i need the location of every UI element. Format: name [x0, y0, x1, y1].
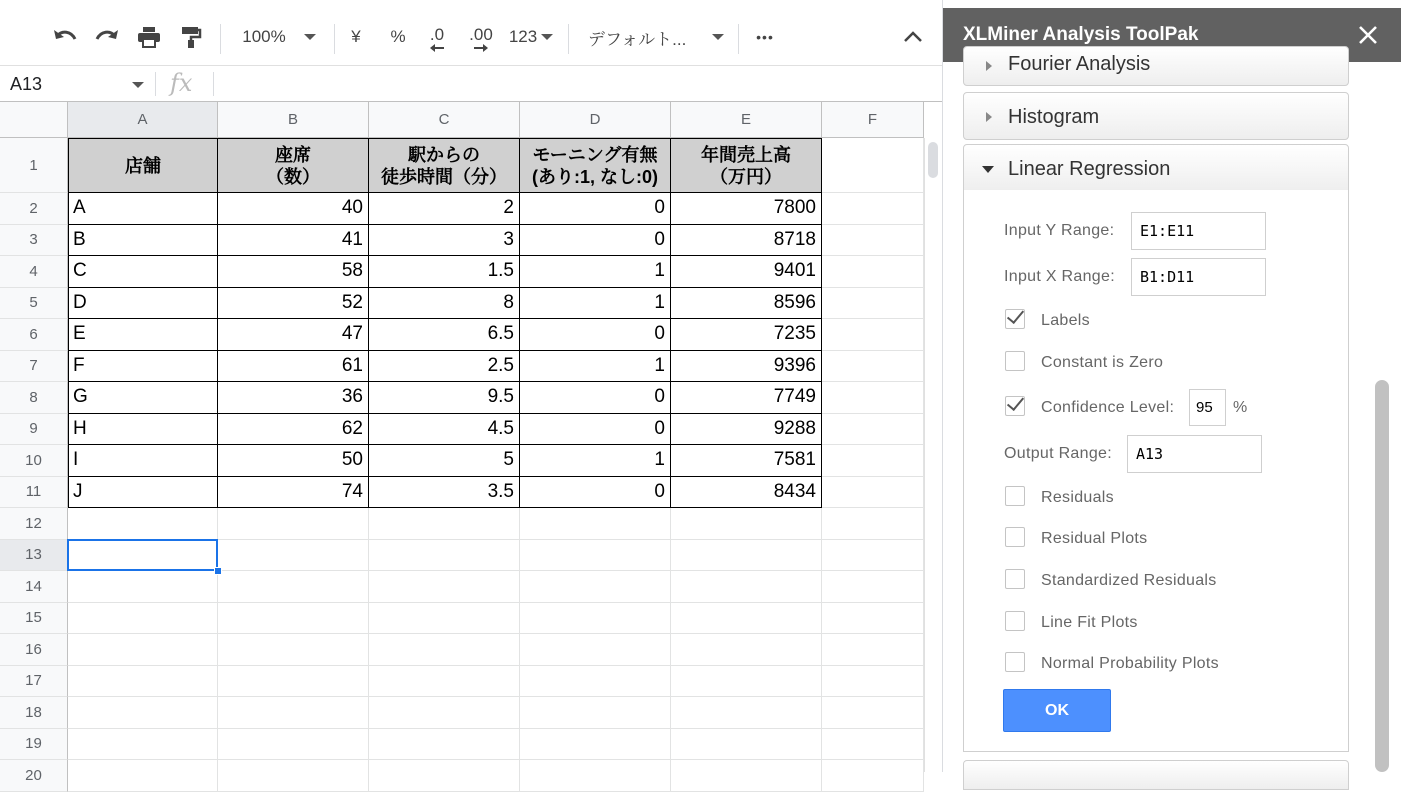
column-header-c[interactable]: C	[369, 102, 520, 138]
undo-icon[interactable]	[48, 8, 82, 66]
table-cell[interactable]: 36	[218, 382, 369, 414]
empty-cell[interactable]	[520, 508, 671, 540]
table-cell[interactable]: 1	[520, 256, 671, 288]
table-cell[interactable]: 4.5	[369, 414, 520, 446]
empty-cell[interactable]	[671, 508, 822, 540]
normal-probability-plots-checkbox[interactable]	[1005, 652, 1025, 672]
table-cell[interactable]: 0	[520, 225, 671, 257]
font-select[interactable]	[588, 8, 694, 66]
table-cell[interactable]: 7800	[671, 193, 822, 225]
input-y-label: Input Y Range:	[1004, 222, 1115, 239]
panel-title: XLMiner Analysis ToolPak	[963, 24, 1199, 45]
input-x-range-field[interactable]: B1:D11	[1131, 258, 1266, 296]
table-cell[interactable]	[822, 477, 924, 509]
table-cell[interactable]	[822, 319, 924, 351]
table-cell[interactable]	[822, 225, 924, 257]
empty-cell[interactable]	[822, 634, 924, 666]
section-label: Linear Regression	[1008, 158, 1171, 180]
empty-cell[interactable]	[218, 634, 369, 666]
table-cell[interactable]: 9.5	[369, 382, 520, 414]
row-header-20[interactable]: 20	[0, 760, 68, 792]
caret-right-icon	[986, 112, 992, 122]
formula-bar	[0, 66, 942, 102]
empty-cell[interactable]	[671, 697, 822, 729]
row-header-2[interactable]: 2	[0, 193, 68, 225]
table-cell[interactable]: 8434	[671, 477, 822, 509]
chevron-down-icon[interactable]	[132, 82, 144, 88]
empty-cell[interactable]	[369, 697, 520, 729]
empty-cell[interactable]	[369, 603, 520, 635]
collapse-toolbar-icon[interactable]	[896, 8, 930, 66]
empty-cell[interactable]	[68, 540, 218, 572]
table-cell[interactable]: 8596	[671, 288, 822, 320]
empty-cell[interactable]	[671, 540, 822, 572]
empty-cell[interactable]	[822, 697, 924, 729]
row-header-15[interactable]: 15	[0, 603, 68, 635]
caret-right-icon	[986, 61, 992, 71]
table-cell[interactable]: H	[68, 414, 218, 446]
labels-label: Labels	[1041, 312, 1090, 329]
table-cell[interactable]: 0	[520, 477, 671, 509]
table-cell[interactable]: F	[68, 351, 218, 383]
standardized-residuals-checkbox[interactable]	[1005, 569, 1025, 589]
table-cell[interactable]	[822, 445, 924, 477]
select-all-corner[interactable]	[0, 102, 68, 138]
empty-cell[interactable]	[218, 603, 369, 635]
table-cell[interactable]: 61	[218, 351, 369, 383]
table-cell[interactable]: 7235	[671, 319, 822, 351]
empty-cell[interactable]	[369, 729, 520, 761]
section-next[interactable]	[963, 760, 1349, 790]
row-header-5[interactable]: 5	[0, 288, 68, 320]
empty-cell[interactable]	[68, 729, 218, 761]
header-cell-e[interactable]: 年間売上高 （万円）	[671, 138, 822, 193]
table-cell[interactable]: 0	[520, 193, 671, 225]
empty-cell[interactable]	[520, 697, 671, 729]
redo-icon[interactable]	[90, 8, 124, 66]
empty-cell[interactable]	[218, 697, 369, 729]
percent-label: %	[390, 27, 406, 46]
caret-down-icon	[982, 166, 994, 173]
empty-cell[interactable]	[671, 603, 822, 635]
table-cell[interactable]: 1	[520, 288, 671, 320]
chevron-down-icon	[541, 34, 553, 40]
section-linear-regression[interactable]	[963, 144, 1349, 192]
constant-zero-checkbox[interactable]	[1005, 351, 1025, 371]
table-cell[interactable]: 0	[520, 414, 671, 446]
confidence-level-field[interactable]: 95	[1189, 389, 1226, 426]
table-cell[interactable]	[822, 288, 924, 320]
fill-handle[interactable]	[214, 567, 222, 575]
header-cell-c[interactable]: 駅からの 徒歩時間（分）	[369, 138, 520, 193]
empty-cell[interactable]	[671, 760, 822, 792]
table-cell[interactable]	[822, 414, 924, 446]
table-cell[interactable]: 1.5	[369, 256, 520, 288]
empty-cell[interactable]	[68, 571, 218, 603]
constant-zero-label: Constant is Zero	[1041, 354, 1164, 371]
table-cell[interactable]: E	[68, 319, 218, 351]
empty-cell[interactable]	[218, 508, 369, 540]
row-header-10[interactable]: 10	[0, 445, 68, 477]
column-header-a[interactable]: A	[68, 102, 218, 138]
fx-icon: fx	[170, 69, 193, 97]
table-cell[interactable]: A	[68, 193, 218, 225]
empty-cell[interactable]	[369, 508, 520, 540]
table-cell[interactable]: G	[68, 382, 218, 414]
formula-input[interactable]	[220, 66, 920, 102]
table-cell[interactable]: 9396	[671, 351, 822, 383]
row-header-13[interactable]: 13	[0, 540, 68, 572]
table-cell[interactable]: J	[68, 477, 218, 509]
row-header-7[interactable]: 7	[0, 351, 68, 383]
row-header-8[interactable]: 8	[0, 382, 68, 414]
section-label: Histogram	[1008, 106, 1100, 128]
percent-button[interactable]	[386, 8, 410, 66]
empty-cell[interactable]	[822, 540, 924, 572]
decrease-decimal-label: .0	[429, 25, 445, 44]
table-cell[interactable]: 3	[369, 225, 520, 257]
empty-cell[interactable]	[671, 729, 822, 761]
panel-scrollbar[interactable]	[1375, 380, 1389, 772]
arrow-right-icon	[473, 44, 489, 52]
empty-cell[interactable]	[822, 603, 924, 635]
row-header-3[interactable]: 3	[0, 225, 68, 257]
cell-f1[interactable]	[822, 138, 924, 193]
table-cell[interactable]: 1	[520, 351, 671, 383]
empty-cell[interactable]	[68, 697, 218, 729]
empty-cell[interactable]	[218, 760, 369, 792]
line-fit-plots-label: Line Fit Plots	[1041, 614, 1138, 631]
table-cell[interactable]: D	[68, 288, 218, 320]
toolbar	[0, 8, 942, 66]
row-header-4[interactable]: 4	[0, 256, 68, 288]
empty-cell[interactable]	[520, 540, 671, 572]
empty-cell[interactable]	[68, 603, 218, 635]
table-cell[interactable]: 8718	[671, 225, 822, 257]
table-cell[interactable]	[822, 193, 924, 225]
empty-cell[interactable]	[520, 571, 671, 603]
header-cell-a[interactable]: 店舗	[68, 138, 218, 193]
table-cell[interactable]: 58	[218, 256, 369, 288]
table-cell[interactable]: B	[68, 225, 218, 257]
empty-cell[interactable]	[671, 666, 822, 698]
confidence-level-checkbox[interactable]	[1005, 396, 1025, 416]
section-label: Fourier Analysis	[1008, 53, 1151, 75]
empty-cell[interactable]	[520, 634, 671, 666]
table-cell[interactable]: 3.5	[369, 477, 520, 509]
zoom-select[interactable]	[236, 8, 292, 66]
labels-checkbox[interactable]	[1005, 309, 1025, 329]
table-cell[interactable]: 8	[369, 288, 520, 320]
table-cell[interactable]: 50	[218, 445, 369, 477]
row-header-6[interactable]: 6	[0, 319, 68, 351]
number-format-button[interactable]	[506, 8, 556, 66]
empty-cell[interactable]	[218, 571, 369, 603]
row-header-19[interactable]: 19	[0, 729, 68, 761]
table-cell[interactable]: 40	[218, 193, 369, 225]
paint-format-icon[interactable]	[174, 8, 208, 66]
table-cell[interactable]: C	[68, 256, 218, 288]
empty-cell[interactable]	[822, 666, 924, 698]
empty-cell[interactable]	[68, 760, 218, 792]
residual-plots-checkbox[interactable]	[1005, 527, 1025, 547]
empty-cell[interactable]	[822, 760, 924, 792]
row-header-17[interactable]: 17	[0, 666, 68, 698]
analysis-toolpak-panel	[942, 0, 1400, 772]
section-histogram[interactable]	[963, 92, 1349, 140]
header-cell-d[interactable]: モーニング有無 (あり:1, なし:0)	[520, 138, 671, 193]
decrease-decimal-button[interactable]	[422, 8, 452, 66]
row-header-11[interactable]: 11	[0, 477, 68, 509]
empty-cell[interactable]	[68, 634, 218, 666]
column-header-f[interactable]: F	[822, 102, 924, 138]
output-range-field[interactable]: A13	[1127, 435, 1262, 473]
column-header-e[interactable]: E	[671, 102, 822, 138]
empty-cell[interactable]	[520, 760, 671, 792]
row-header-1[interactable]: 1	[0, 138, 68, 193]
more-button[interactable]	[748, 8, 782, 66]
table-cell[interactable]	[822, 382, 924, 414]
table-cell[interactable]: 52	[218, 288, 369, 320]
input-x-label: Input X Range:	[1004, 268, 1115, 285]
increase-decimal-button[interactable]	[464, 8, 498, 66]
standardized-residuals-label: Standardized Residuals	[1041, 572, 1217, 589]
zoom-value: 100%	[242, 27, 286, 46]
table-cell[interactable]: 2	[369, 193, 520, 225]
row-header-18[interactable]: 18	[0, 697, 68, 729]
name-box[interactable]: A13	[10, 74, 43, 94]
empty-cell[interactable]	[520, 666, 671, 698]
more-icon: •••	[756, 29, 774, 45]
row-header-16[interactable]: 16	[0, 634, 68, 666]
empty-cell[interactable]	[671, 571, 822, 603]
increase-decimal-label: .00	[469, 25, 493, 44]
header-cell-b[interactable]: 座席 （数）	[218, 138, 369, 193]
chevron-down-icon[interactable]	[300, 8, 320, 66]
empty-cell[interactable]	[218, 666, 369, 698]
table-cell[interactable]: 74	[218, 477, 369, 509]
empty-cell[interactable]	[822, 571, 924, 603]
section-fourier-analysis[interactable]	[963, 46, 1349, 86]
number-format-label: 123	[508, 27, 538, 46]
table-cell[interactable]: 0	[520, 382, 671, 414]
arrow-left-icon	[429, 44, 445, 52]
table-cell[interactable]: 6.5	[369, 319, 520, 351]
empty-cell[interactable]	[369, 571, 520, 603]
empty-cell[interactable]	[369, 666, 520, 698]
font-label: デフォルト...	[588, 29, 687, 49]
table-cell[interactable]	[822, 351, 924, 383]
currency-label: ¥	[351, 27, 361, 46]
empty-cell[interactable]	[218, 540, 369, 572]
input-y-range-field[interactable]: E1:E11	[1131, 212, 1266, 250]
row-header-12[interactable]: 12	[0, 508, 68, 540]
table-cell[interactable]: 7581	[671, 445, 822, 477]
empty-cell[interactable]	[218, 729, 369, 761]
table-cell[interactable]: 1	[520, 445, 671, 477]
column-header-d[interactable]: D	[520, 102, 671, 138]
chevron-down-icon[interactable]	[708, 8, 728, 66]
table-cell[interactable]: 9401	[671, 256, 822, 288]
confidence-unit: %	[1233, 399, 1248, 416]
table-cell[interactable]: 47	[218, 319, 369, 351]
print-icon[interactable]	[132, 8, 166, 66]
empty-cell[interactable]	[369, 760, 520, 792]
row-header-14[interactable]: 14	[0, 571, 68, 603]
scrollbar-thumb[interactable]	[928, 142, 938, 178]
table-cell[interactable]	[822, 256, 924, 288]
empty-cell[interactable]	[369, 634, 520, 666]
table-cell[interactable]: 5	[369, 445, 520, 477]
empty-cell[interactable]	[671, 634, 822, 666]
empty-cell[interactable]	[822, 729, 924, 761]
output-range-label: Output Range:	[1004, 445, 1112, 462]
empty-cell[interactable]	[369, 540, 520, 572]
table-cell[interactable]: 2.5	[369, 351, 520, 383]
empty-cell[interactable]	[822, 508, 924, 540]
table-cell[interactable]: 0	[520, 319, 671, 351]
table-cell[interactable]: 7749	[671, 382, 822, 414]
line-fit-plots-checkbox[interactable]	[1005, 611, 1025, 631]
empty-cell[interactable]	[68, 666, 218, 698]
vertical-scrollbar[interactable]	[924, 138, 942, 772]
table-cell[interactable]: I	[68, 445, 218, 477]
residual-plots-label: Residual Plots	[1041, 530, 1148, 547]
table-cell[interactable]: 62	[218, 414, 369, 446]
ok-button[interactable]: OK	[1003, 689, 1111, 732]
empty-cell[interactable]	[68, 508, 218, 540]
empty-cell[interactable]	[520, 729, 671, 761]
residuals-label: Residuals	[1041, 489, 1114, 506]
normal-probability-plots-label: Normal Probability Plots	[1041, 655, 1219, 672]
empty-cell[interactable]	[520, 603, 671, 635]
close-icon[interactable]	[1355, 22, 1381, 48]
column-header-b[interactable]: B	[218, 102, 369, 138]
table-cell[interactable]: 41	[218, 225, 369, 257]
currency-button[interactable]	[344, 8, 368, 66]
residuals-checkbox[interactable]	[1005, 486, 1025, 506]
confidence-level-label: Confidence Level:	[1041, 399, 1175, 416]
row-header-9[interactable]: 9	[0, 414, 68, 446]
table-cell[interactable]: 9288	[671, 414, 822, 446]
